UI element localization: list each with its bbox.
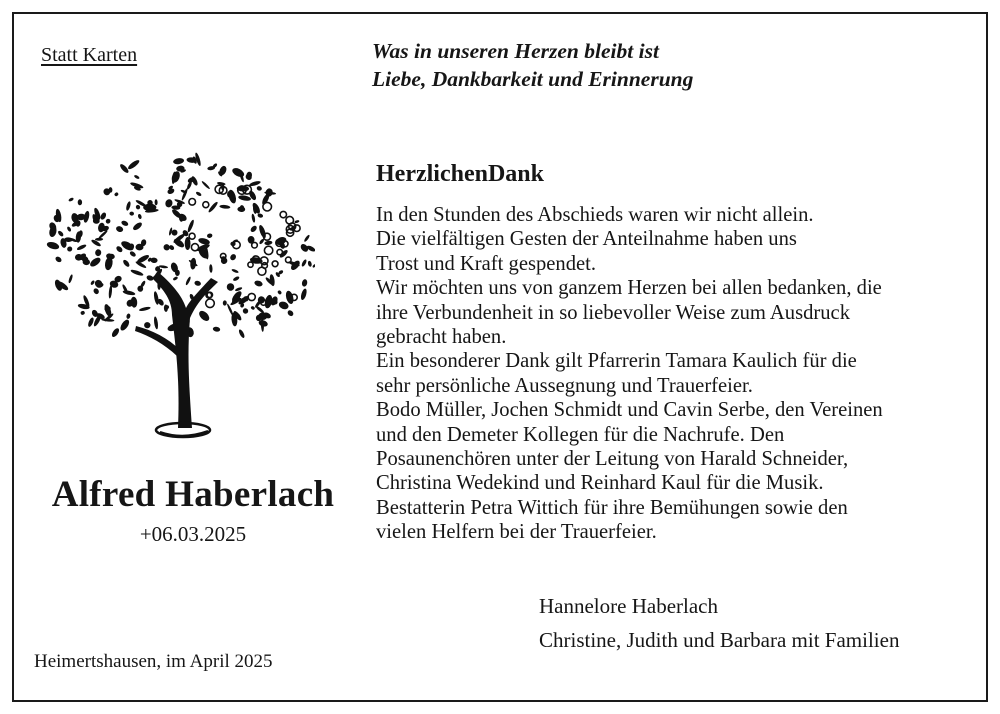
tree-icon xyxy=(40,150,315,450)
signature-line-2: Christine, Judith und Barbara mit Familien xyxy=(539,628,900,652)
body-line: Christina Wedekind und Reinhard Kaul für die Musik. xyxy=(376,472,824,495)
motto xyxy=(372,37,693,93)
body-line: Bestatterin Petra Wittich für ihre Bemühungen sowie den xyxy=(376,496,848,519)
body-line: Die vielfältigen Gesten der Anteilnahme haben uns xyxy=(376,228,797,251)
motto-line-1: Was in unseren Herzen bleibt ist xyxy=(372,39,659,63)
body-line: gebracht haben. xyxy=(376,326,507,349)
body-line: In den Stunden des Abschieds waren wir nicht allein. xyxy=(376,204,814,226)
body-line: Wir möchten uns von ganzem Herzen bei allen bedanken, die xyxy=(376,277,882,300)
signature-line-1: Hannelore Haberlach xyxy=(539,594,718,618)
body-line: Posaunenchören unter der Leitung von Harald Schneider, xyxy=(376,448,849,471)
motto-line-2: Liebe, Dankbarkeit und Erinnerung xyxy=(372,67,694,91)
heading: HerzlichenDank xyxy=(376,161,544,187)
body-line: ihre Verbundenheit in so liebevoller Weise zum Ausdruck xyxy=(376,301,850,324)
body-line: Trost und Kraft gespendet. xyxy=(376,252,597,275)
statt-karten-label: Statt Karten xyxy=(41,44,138,66)
body-line: und den Demeter Kollegen für die Nachrufe. Den xyxy=(376,423,785,446)
body-line: Ein besonderer Dank gilt Pfarrerin Tamara Kaulich für die xyxy=(376,350,857,373)
body-line: Bodo Müller, Jochen Schmidt und Cavin Serbe, den Vereinen xyxy=(376,399,883,422)
deceased-name: Alfred Haberlach xyxy=(51,474,335,515)
body-line: vielen Helfern bei der Trauerfeier. xyxy=(376,521,657,544)
body-text xyxy=(376,203,976,545)
place-date: Heimertshausen, im April 2025 xyxy=(34,651,273,672)
death-date: +06.03.2025 xyxy=(139,522,247,546)
body-line: sehr persönliche Aussegnung und Trauerfeier. xyxy=(376,374,753,397)
